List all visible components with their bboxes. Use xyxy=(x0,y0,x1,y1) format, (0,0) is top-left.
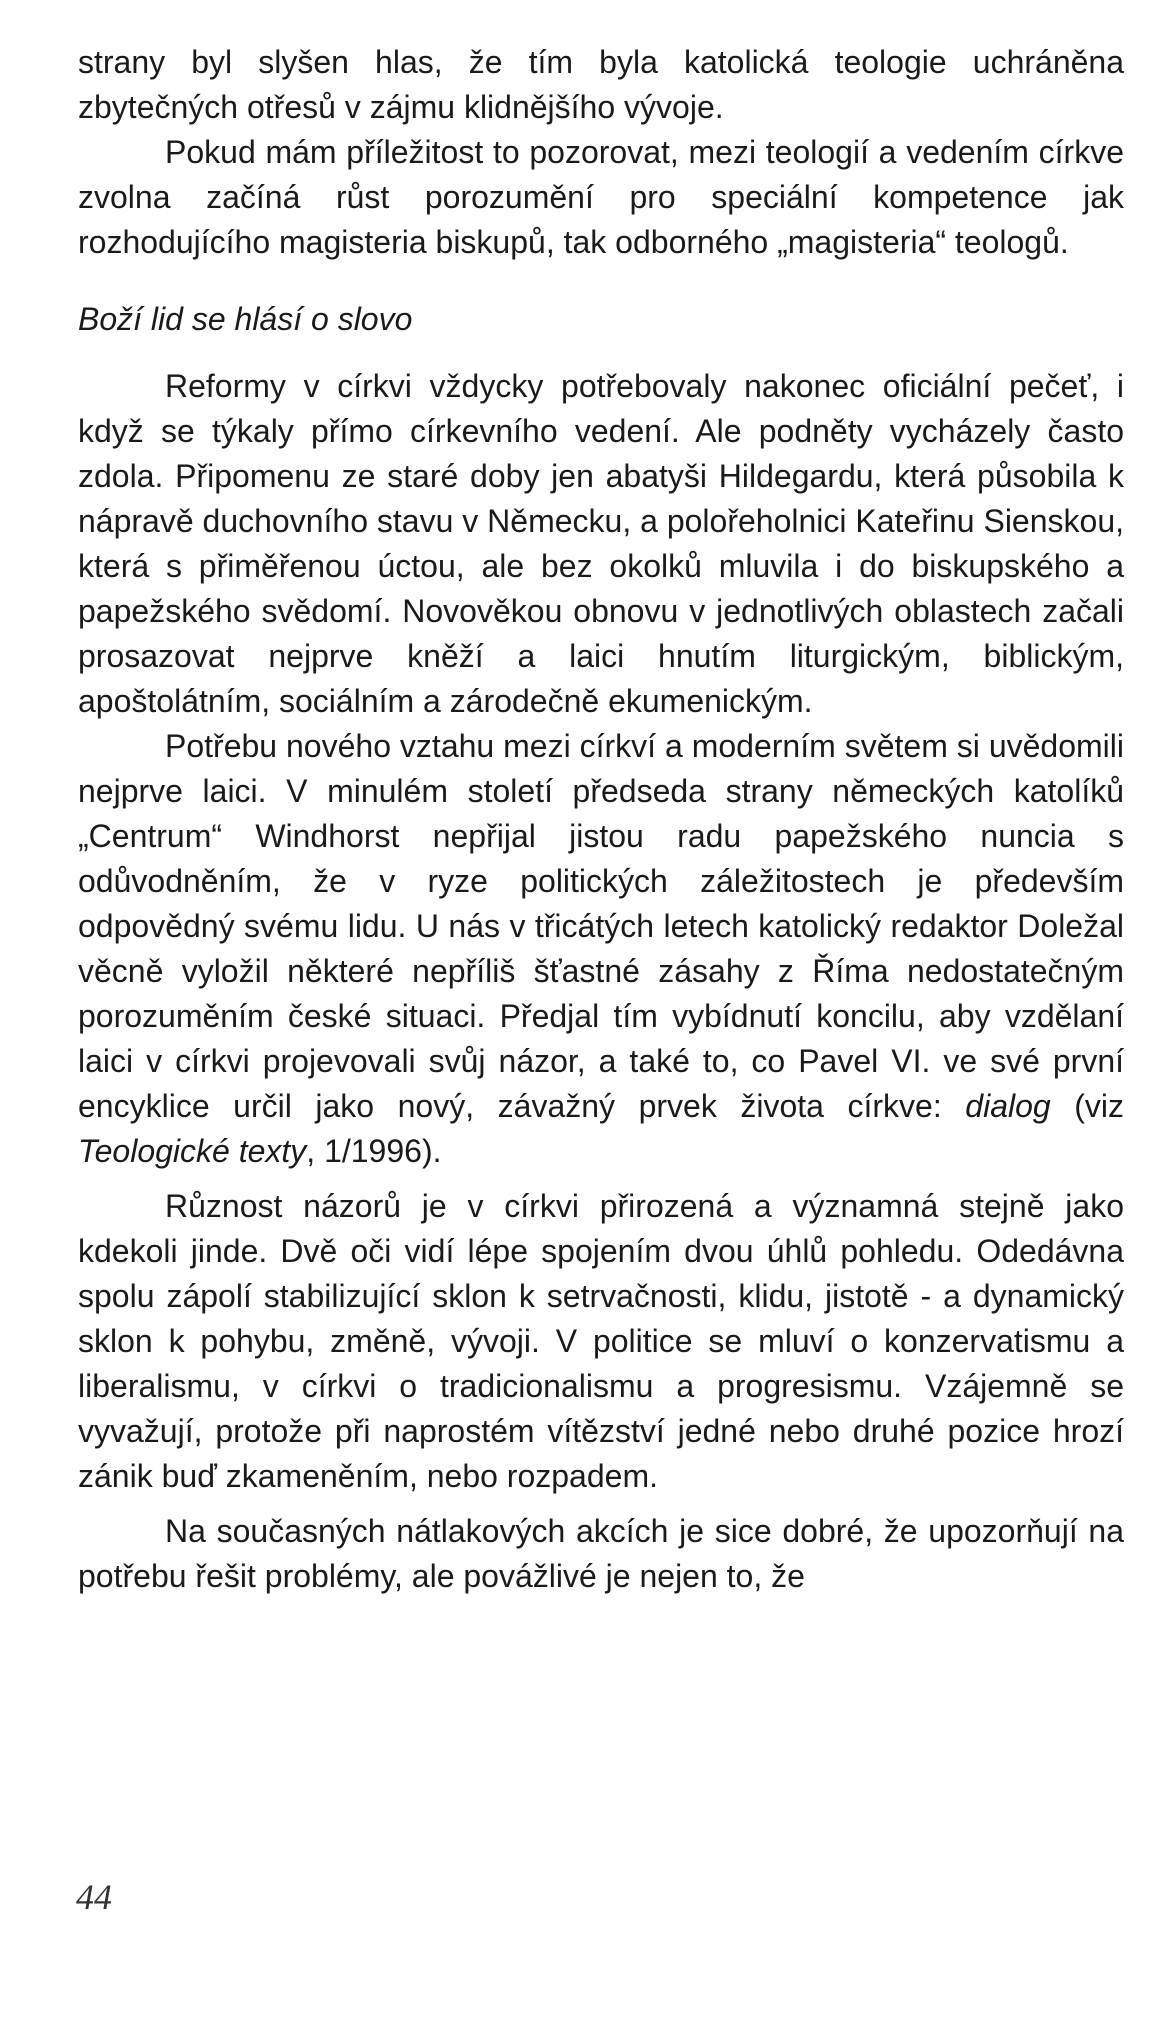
section-heading: Boží lid se hlásí o slovo xyxy=(78,301,413,337)
paragraph-pressure-actions: Na současných nátlakových akcích je sice dobré, že upozorňují na potřebu řešit problémy, ale povážlivé je nejen to, že xyxy=(78,1513,1124,1594)
paragraph-theology-magisterium: Pokud mám příležitost to pozorovat, mezi teologií a vedením církve zvolna začíná růst porozumění pro speciální kompetence jak rozhodujícího magisteria biskupů, tak odborného „magisteria“ teologů. xyxy=(78,134,1124,260)
page-number: 44 xyxy=(76,1877,112,1917)
reference-title: Teologické texty xyxy=(78,1133,307,1169)
laity-text: Potřebu nového vztahu mezi církví a moderním světem si uvědomili nejprve laici. V minulém století předseda strany německých katolíků „Centrum“ Windhorst nepřijal jistou radu papežského nuncia s odůvodněním, že v ryze politických záležitostech je především odpovědný svému lidu. U nás v třicátých letech katolický redaktor Doležal věcně vyložil některé nepříliš šťastné zásahy z Říma nedostatečným porozuměním české situaci. Předjal tím vybídnutí koncilu, aby vzdělaní laici v církvi projevovali svůj názor, a také to, co Pavel VI. ve své první encyklice určil jako nový, závažný prvek života církve: xyxy=(78,728,1124,1124)
paragraph-laity xyxy=(78,724,1124,1174)
viz-text: (viz xyxy=(1050,1088,1125,1124)
paragraph-continuation: strany byl slyšen hlas, že tím byla katolická teologie uchráněna zbytečných otřesů v zájmu klidnějšího vývoje. xyxy=(78,44,1124,125)
reference-rest: , 1/1996). xyxy=(306,1133,442,1169)
paragraph-diversity: Různost názorů je v církvi přirozená a významná stejně jako kdekoli jinde. Dvě oči vidí lépe spojením dvou úhlů pohledu. Odedávna spolu zápolí stabilizující sklon k setrvačnosti, klidu, jistotě - a dynamický sklon k pohybu, změně, vývoji. V politice se mluví o konzervatismu a liberalismu, v církvi o tradicionalismu a progresismu. Vzájemně se vyvažují, protože při naprostém vítězství jedné nebo druhé pozice hrozí zánik buď zkameněním, nebo rozpadem. xyxy=(78,1188,1124,1494)
dialog-term: dialog xyxy=(965,1088,1051,1124)
text-column xyxy=(78,40,1124,1599)
paragraph-reforms: Reformy v církvi vždycky potřebovaly nakonec oficiální pečeť, i když se týkaly přímo církevního vedení. Ale podněty vycházely často zdola. Připomenu ze staré doby jen abatyši Hildegardu, která působila k nápravě duchovního stavu v Německu, a polořeholnici Kateřinu Sienskou, která s přiměřenou úctou, ale bez okolků mluvila i do biskupského a papežského svědomí. Novověkou obnovu v jednotlivých oblastech začali prosazovat nejprve kněží a laici hnutím liturgickým, biblickým, apoštolátním, sociálním a zárodečně ekumenickým. xyxy=(78,368,1124,719)
